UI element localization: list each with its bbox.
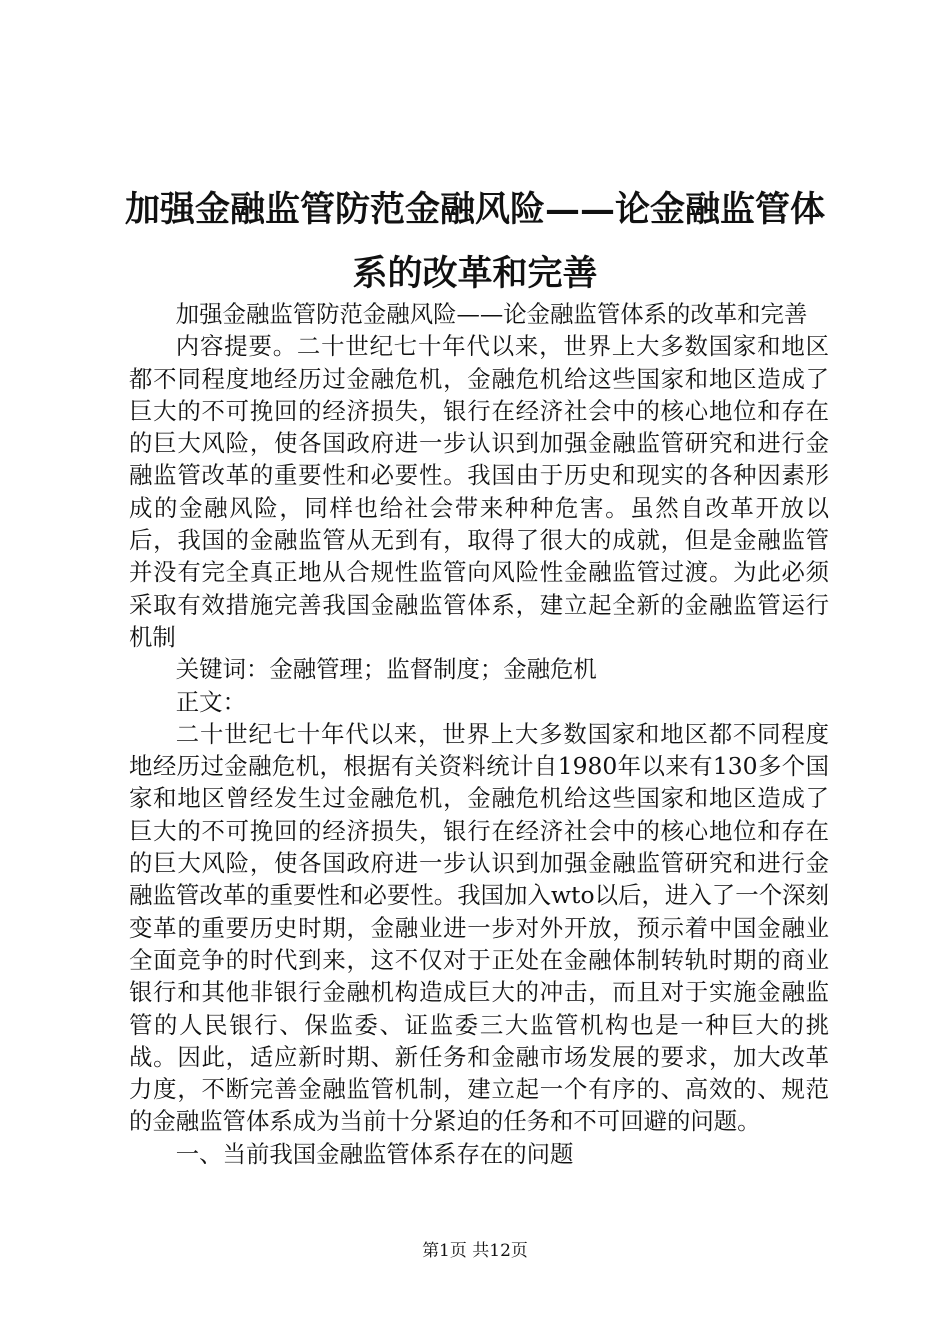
section-heading: 一、当前我国金融监管体系存在的问题 [175, 1139, 574, 1168]
main-text-label: 正文： [175, 687, 246, 716]
abstract-paragraph: 内容提要。二十世纪七十年代以来，世界上大多数国家和地区都不同程度地经历过金融危机，金融危机给这些国家和地区造成了巨大的不可挽回的经济损失，银行在经济社会中的核心地位和存在的巨大风险，使各国政府进一步认识到加强金融监管研究和进行金融监管改革的重要性和必要性。我国由于历史和现实的各种因素形成的金融风险，同样也给社会带来种种危害。虽然自改革开放以后，我国的金融监管从无到有，取得了很大的成就，但是金融监管并没有完全真正地从合规性监管向风险性金融监管过渡。为此必须采取有效措施完善我国金融监管体系，建立起全新的金融监管运行机制 [129, 332, 829, 651]
document-title: 加强金融监管防范金融风险——论金融监管体系的改革和完善 [124, 189, 825, 294]
subtitle-paragraph: 加强金融监管防范金融风险——论金融监管体系的改革和完善 [175, 300, 808, 328]
document-body [129, 298, 829, 1170]
keywords-paragraph: 关键词：金融管理；监督制度；金融危机 [175, 655, 597, 684]
body-paragraph: 二十世纪七十年代以来，世界上大多数国家和地区都不同程度地经历过金融危机，根据有关资料统计自1980年以来有130多个国家和地区曾经发生过金融危机，金融危机给这些国家和地区造成了巨大的不可挽回的经济损失，银行在经济社会中的核心地位和存在的巨大风险，使各国政府进一步认识到加强金融监管研究和进行金融监管改革的重要性和必要性。我国加入wto以后，进入了一个深刻变革的重要历史时期，金融业进一步对外开放，预示着中国金融业全面竞争的时代到来，这不仅对于正处在金融体制转轨时期的商业银行和其他非银行金融机构造成巨大的冲击，而且对于实施金融监管的人民银行、保监委、证监委三大监管机构也是一种巨大的挑战。因此，适应新时期、新任务和金融市场发展的要求，加大改革力度，不断完善金融监管机制，建立起一个有序的、高效的、规范的金融监管体系成为当前十分紧迫的任务和不可回避的问题。 [129, 719, 829, 1136]
page-number-footer: 第1页 共12页 [422, 1241, 528, 1261]
